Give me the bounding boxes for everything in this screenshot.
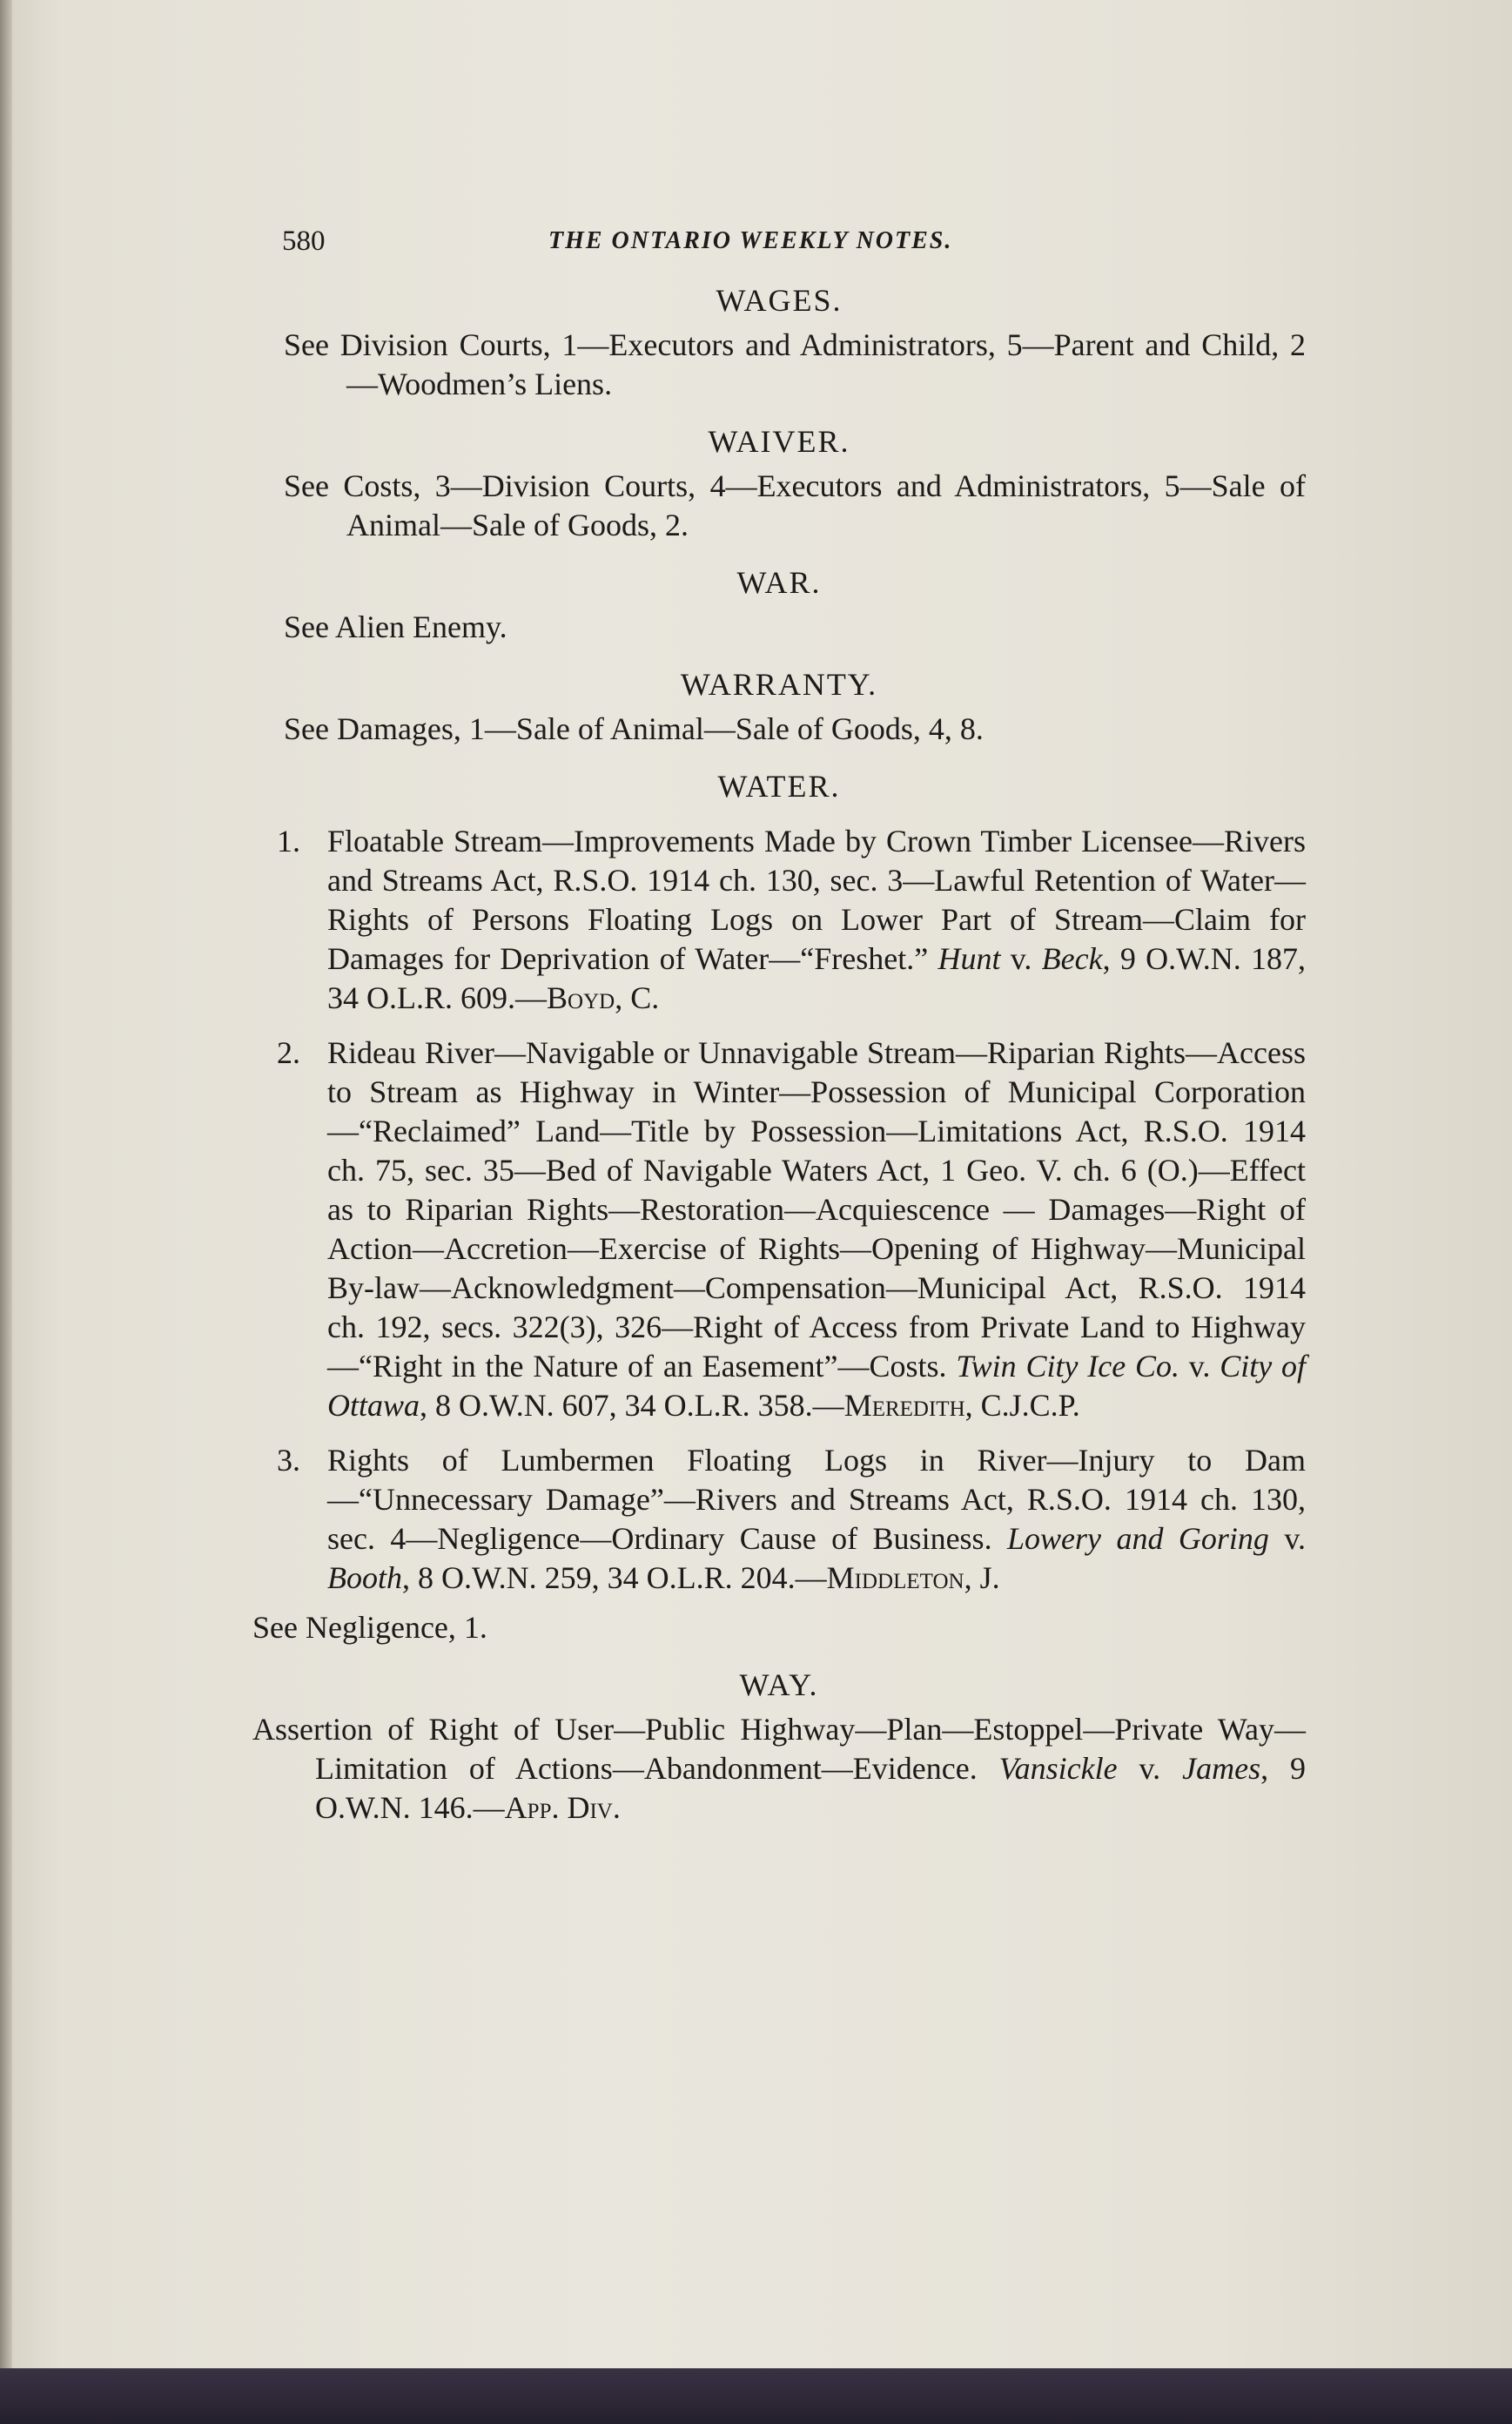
heading-war: WAR.	[736, 565, 822, 600]
background-below-page	[0, 2368, 1512, 2424]
case-citation: , 9 O.W.N. 146.—	[315, 1751, 1307, 1825]
case-citation: , 8 O.W.N. 259, 34 O.L.R. 204.—	[402, 1560, 827, 1595]
judge-suffix: , J.	[964, 1560, 1000, 1595]
water-entry-1	[258, 822, 1306, 1018]
water-entry-3	[258, 1441, 1306, 1598]
entry-number: 2.	[277, 1035, 300, 1070]
heading-waiver: WAIVER.	[708, 424, 850, 459]
running-title: THE ONTARIO WEEKLY NOTES.	[548, 227, 953, 254]
war-see-reference: See Alien Enemy.	[284, 609, 507, 644]
page-text	[252, 218, 1306, 1828]
heading-warranty: WARRANTY.	[680, 667, 878, 702]
entry-text: Rideau River—Navigable or Unnavigable Stream—Riparian Rights—Access to Stream as Highway in Winter—Possession of Municipal Corporation—“Reclaimed” Land—Title by Possession—Limitations Act, R.S.O. 1914 ch. 75, sec. 35—Bed of Navigable Waters Act, 1 Geo. V. ch. 6 (O.)—Effect as to Riparian Rights—Restoration—Acquiescence — Damages—Right of Action—Accretion—Exercise of Rights—Opening of Highway—Municipal By-law—Acknowledgment—Compensation—Municipal Act, R.S.O. 1914 ch. 192, secs. 322(3), 326—Right of Access from Private Land to Highway—“Right in the Nature of an Easement”—Costs.	[327, 1035, 1306, 1384]
entry-text: Floatable Stream—Improvements Made by Crown Timber Licensee—Rivers and Streams Act, R.S.O. 1914 ch. 130, sec. 3—Lawful Retention of Water—Rights of Persons Floating Logs on Lower Part of Stream—Claim for Damages for Deprivation of Water—“Freshet.”	[327, 824, 1306, 976]
wages-see-reference: See Division Courts, 1—Executors and Administrators, 5—Parent and Child, 2—Woodmen’s Liens.	[284, 327, 1306, 401]
page-gutter-shadow	[0, 0, 12, 2368]
judge-name: Middleton	[826, 1560, 964, 1595]
case-party-a: Lowery and Goring	[1007, 1521, 1269, 1556]
case-versus: v.	[1179, 1349, 1220, 1384]
heading-way: WAY.	[739, 1667, 819, 1702]
case-party-b: City of Ottawa	[327, 1349, 1306, 1423]
entry-text: Rights of Lumbermen Floating Logs in River—Injury to Dam —“Unnecessary Damage”—Rivers and Streams Act, R.S.O. 1914 ch. 130, sec. 4—Negligence—Ordinary Cause of Business.	[327, 1443, 1306, 1556]
case-versus: v.	[1268, 1521, 1307, 1556]
page-header	[252, 218, 1306, 263]
case-citation: , 9 O.W.N. 187, 34 O.L.R. 609.—	[327, 941, 1306, 1015]
warranty-see-reference: See Damages, 1—Sale of Animal—Sale of Goods, 4, 8.	[284, 711, 984, 746]
case-versus: v.	[1000, 941, 1042, 976]
heading-wages: WAGES.	[716, 283, 843, 318]
judge-name: Meredith	[843, 1388, 965, 1423]
judge-suffix: , C.	[615, 980, 660, 1015]
case-party-a: Hunt	[937, 941, 1001, 976]
water-entry-2	[258, 1034, 1306, 1425]
waiver-see-reference: See Costs, 3—Division Courts, 4—Executors and Administrators, 5—Sale of Animal—Sale of Goods, 2.	[284, 468, 1306, 542]
case-versus: v.	[1117, 1751, 1183, 1786]
case-citation: , 8 O.W.N. 607, 34 O.L.R. 358.—	[420, 1388, 844, 1423]
court-name: App. Div.	[504, 1790, 621, 1825]
entry-text: Assertion of Right of User—Public Highway—Plan—Estoppel—Private Way—Limitation of Actions—Abandonment—Evidence.	[252, 1712, 1306, 1786]
judge-name: Boyd	[547, 980, 615, 1015]
way-entry	[252, 1710, 1306, 1828]
heading-water: WATER.	[717, 769, 841, 804]
case-party-b: Booth	[327, 1560, 402, 1595]
entry-number: 1.	[277, 824, 300, 858]
water-see-reference: See Negligence, 1.	[252, 1610, 487, 1645]
case-party-b: Beck	[1041, 941, 1103, 976]
judge-suffix: , C.J.C.P.	[964, 1388, 1080, 1423]
case-party-a: Twin City Ice Co.	[956, 1349, 1179, 1384]
page-number: 580	[282, 226, 326, 257]
entry-number: 3.	[277, 1443, 300, 1478]
case-party-b: James	[1182, 1751, 1261, 1786]
case-party-a: Vansickle	[998, 1751, 1118, 1786]
